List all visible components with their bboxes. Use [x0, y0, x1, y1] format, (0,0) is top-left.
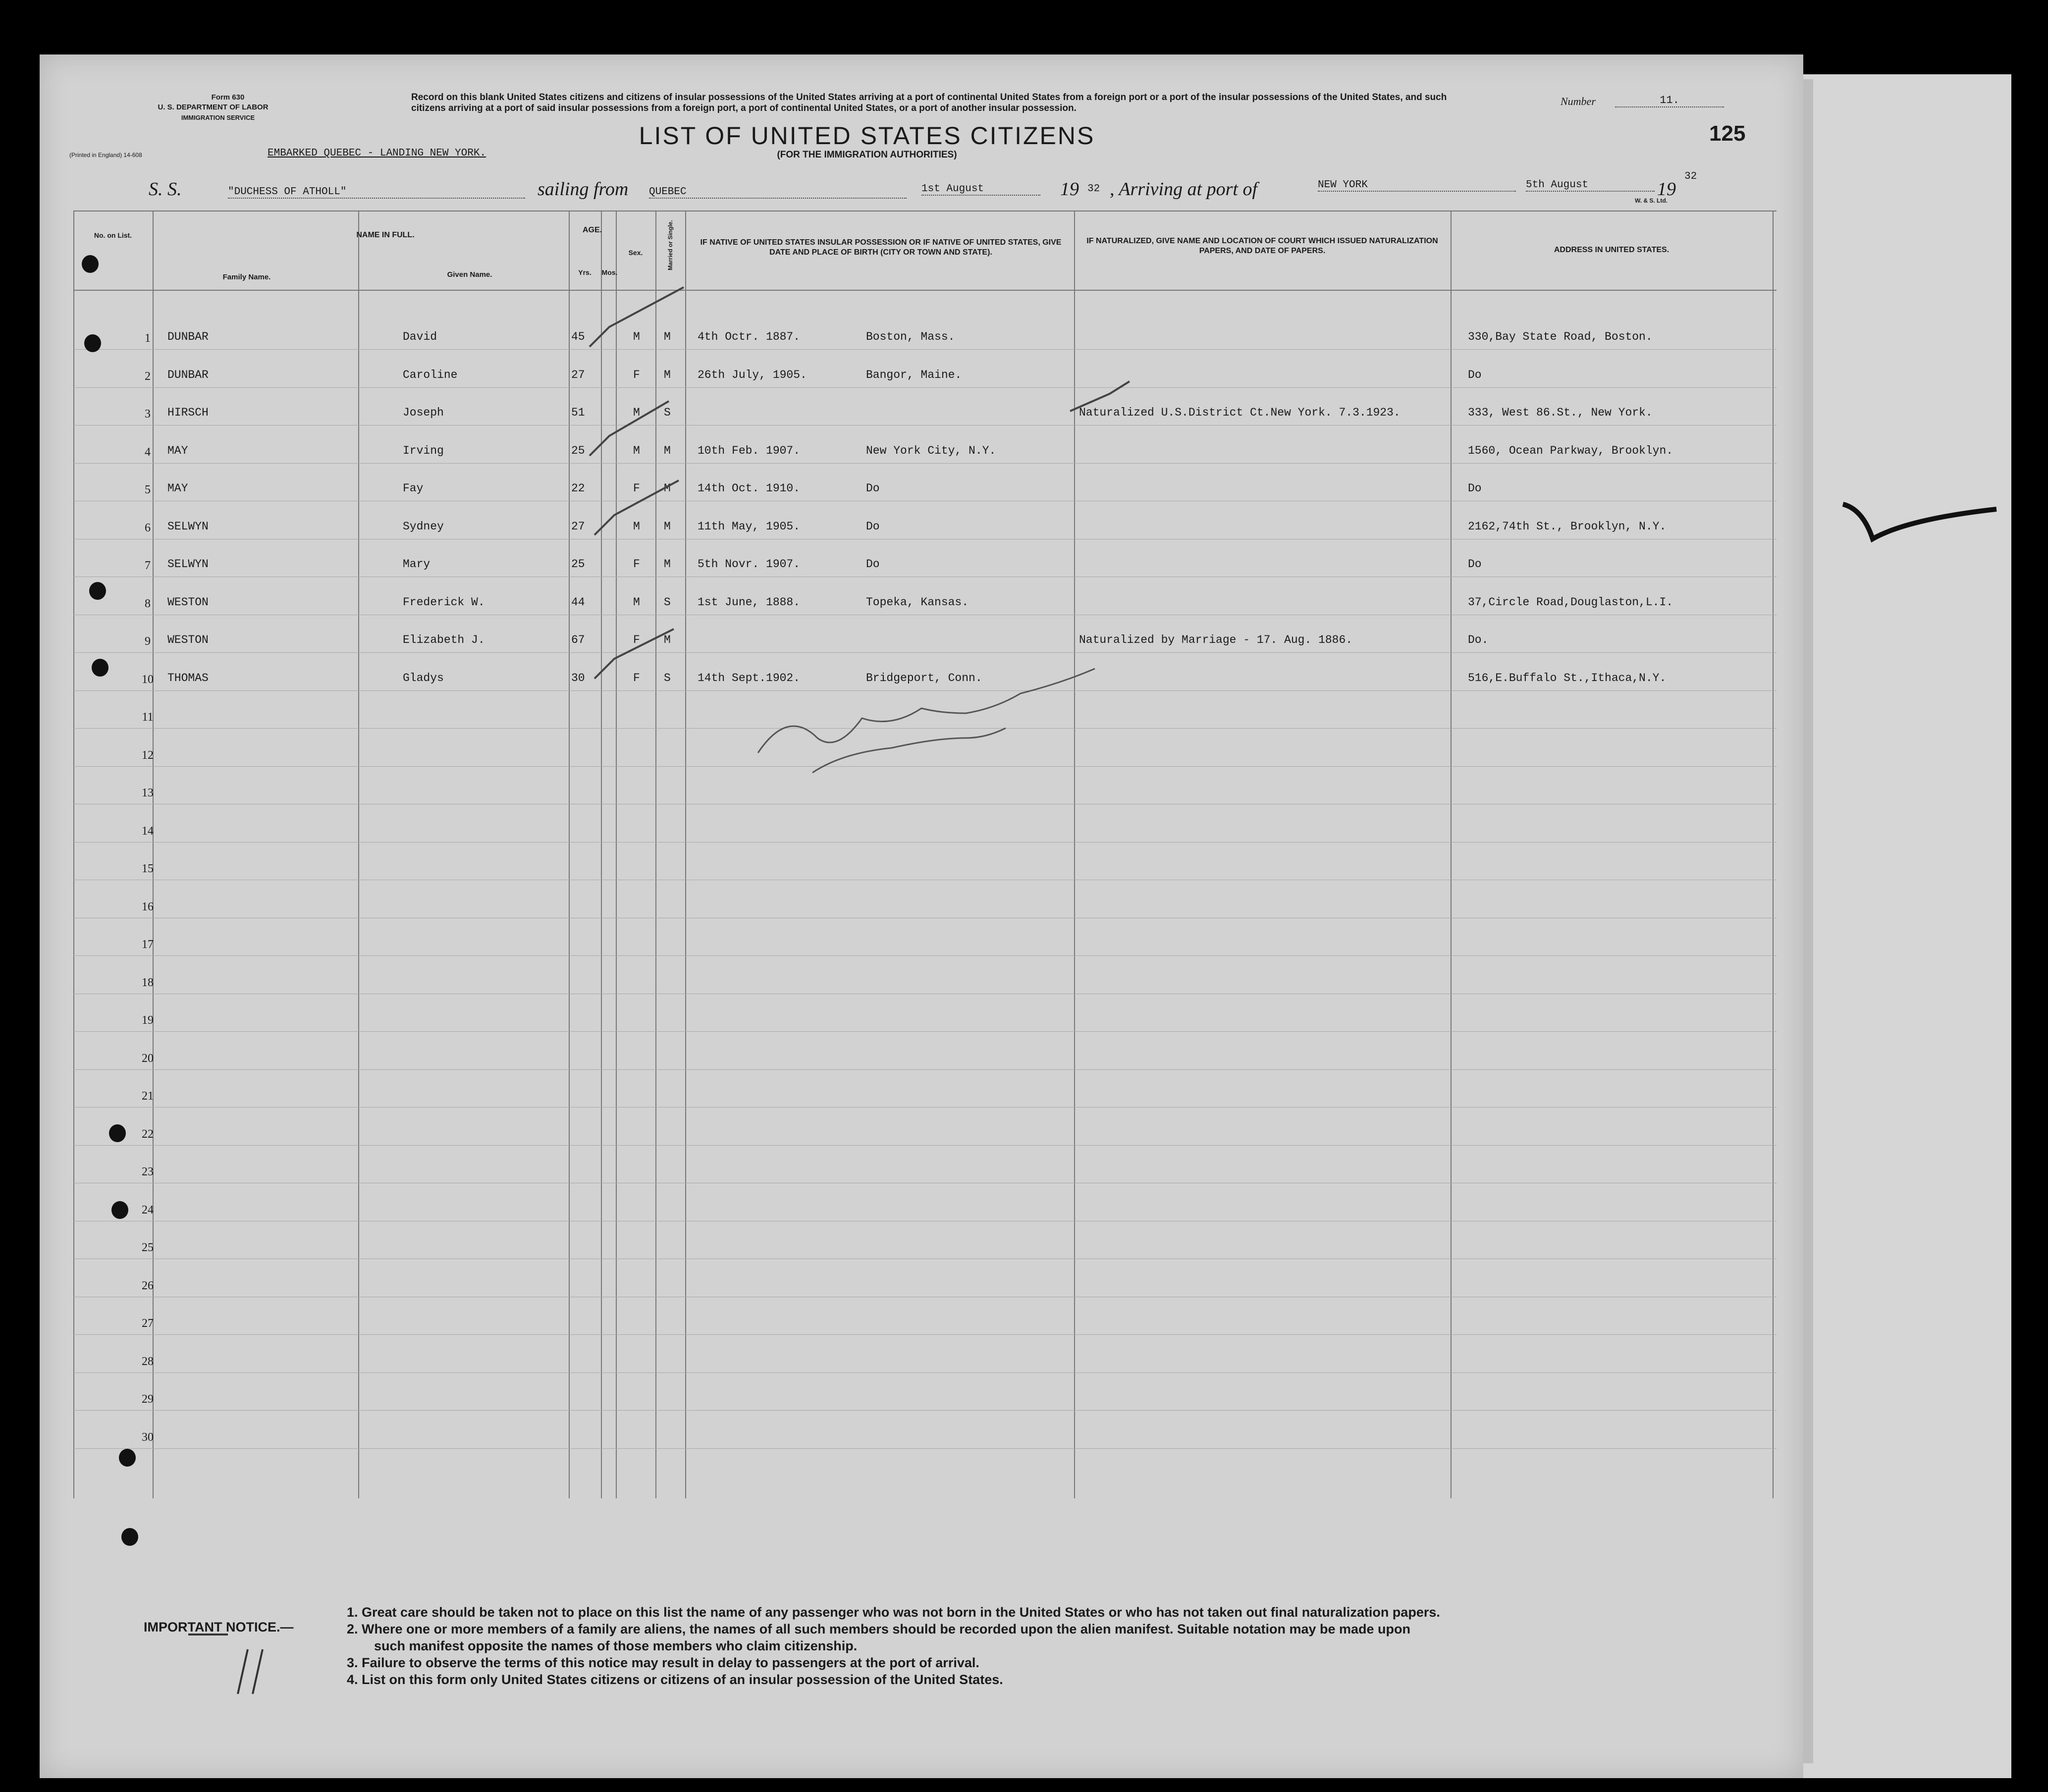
family-name-cell: WESTON	[167, 633, 209, 646]
age-cell: 25	[571, 558, 585, 571]
punch-hole	[84, 334, 101, 352]
header-age: AGE.	[582, 226, 602, 234]
sailing-from-port: QUEBEC	[649, 186, 907, 199]
form-number: Form 630	[211, 93, 245, 102]
row-number: 17	[142, 938, 154, 951]
row-number: 12	[142, 748, 154, 762]
birth-place-cell: New York City, N.Y.	[866, 444, 996, 457]
number-label: Number	[1561, 95, 1596, 107]
address-cell: Do	[1468, 368, 1482, 381]
given-name-cell: Sydney	[403, 520, 444, 533]
row-number: 27	[142, 1317, 154, 1330]
birth-date-cell: 1st June, 1888.	[698, 595, 801, 609]
sex-cell: M	[633, 595, 640, 609]
address-cell: Do.	[1468, 633, 1489, 646]
sail-date: 1st August	[921, 183, 1040, 196]
given-name-cell: Fay	[403, 482, 424, 495]
sex-cell: M	[633, 520, 640, 533]
sex-cell: M	[633, 406, 640, 419]
number-value: 11.	[1615, 94, 1724, 107]
marital-status-cell: M	[664, 330, 671, 343]
age-cell: 51	[571, 406, 585, 419]
row-number: 4	[145, 445, 151, 459]
row-number: 15	[142, 862, 154, 875]
punch-hole	[89, 582, 106, 600]
row-number: 21	[142, 1090, 154, 1103]
check-mark-icon	[1843, 504, 1996, 539]
row-number: 14	[142, 824, 154, 838]
family-name-cell: SELWYN	[167, 558, 209, 571]
age-cell: 30	[571, 671, 585, 685]
inspector-signature	[758, 669, 1095, 753]
header-address: ADDRESS IN UNITED STATES.	[1554, 246, 1670, 254]
arrival-port: NEW YORK	[1318, 179, 1516, 192]
form-subtitle: (FOR THE IMMIGRATION AUTHORITIES)	[777, 150, 957, 160]
inspector-signature	[812, 728, 1006, 773]
printer-mark: W. & S. Ltd.	[1635, 197, 1668, 204]
sailing-from-label: sailing from	[538, 179, 629, 200]
address-cell: 37,Circle Road,Douglaston,L.I.	[1468, 595, 1673, 609]
birth-date-cell: 4th Octr. 1887.	[698, 330, 801, 343]
family-name-cell: MAY	[167, 444, 188, 457]
sex-cell: F	[633, 671, 640, 685]
check-mark-icon	[594, 480, 679, 535]
header-married-single: Married or Single.	[667, 220, 674, 270]
age-cell: 27	[571, 520, 585, 533]
address-cell: 330,Bay State Road, Boston.	[1468, 330, 1653, 343]
age-cell: 22	[571, 482, 585, 495]
age-cell: 44	[571, 595, 585, 609]
birth-place-cell: Bridgeport, Conn.	[866, 671, 982, 685]
department: U. S. DEPARTMENT OF LABOR	[158, 103, 269, 111]
birth-date-cell: 11th May, 1905.	[698, 520, 801, 533]
row-number: 5	[145, 483, 151, 496]
notice-item: 2. Where one or more members of a family are aliens, the names of all such members should be recorded upon the alien manifest. Suitable notation may be made upon	[347, 1622, 1411, 1636]
marital-status-cell: M	[664, 633, 671, 646]
row-number: 18	[142, 976, 154, 989]
row-number: 28	[142, 1355, 154, 1368]
row-number: 16	[142, 900, 154, 913]
given-name-cell: Irving	[403, 444, 444, 457]
row-number: 6	[145, 521, 151, 534]
address-cell: 333, West 86.St., New York.	[1468, 406, 1653, 419]
birth-place-cell: Topeka, Kansas.	[866, 595, 969, 609]
row-number: 7	[145, 559, 151, 572]
punch-hole	[119, 1449, 136, 1467]
family-name-cell: MAY	[167, 482, 188, 495]
sex-cell: F	[633, 482, 640, 495]
punch-hole	[111, 1201, 128, 1219]
row-number: 19	[142, 1014, 154, 1027]
header-naturalized: IF NATURALIZED, GIVE NAME AND LOCATION OF COURT WHICH ISSUED NATURALIZATION PAPERS, AND DATE OF PAPERS.	[1086, 237, 1438, 255]
row-number: 13	[142, 787, 154, 799]
sex-cell: F	[633, 558, 640, 571]
notice-item: 1. Great care should be taken not to place on this list the name of any passenger who was not born in the United States or who has not taken out final naturalization papers.	[347, 1605, 1440, 1620]
check-mark-icon	[594, 629, 674, 679]
birth-date-cell: 10th Feb. 1907.	[698, 444, 801, 457]
birth-date-cell: 14th Sept.1902.	[698, 671, 801, 685]
given-name-cell: Gladys	[403, 671, 444, 685]
check-mark-icon	[1070, 381, 1130, 411]
form-instructions: Record on this blank United States citizens and citizens of insular possessions of the United States arriving at a port of continental United States from a foreign port or a port of the insular possessions of the United States, and such citizens arriving at a port of said insular possessions from a foreign port, a port of continental United States, or a port of another insular possession.	[411, 92, 1447, 113]
birth-date-cell: 14th Oct. 1910.	[698, 482, 801, 495]
row-number: 2	[145, 369, 151, 383]
given-name-cell: Mary	[403, 558, 431, 571]
marital-status-cell: M	[664, 444, 671, 457]
row-number: 24	[142, 1203, 154, 1216]
sex-cell: F	[633, 633, 640, 646]
marital-status-cell: S	[664, 671, 671, 685]
age-cell: 45	[571, 330, 585, 343]
important-notice-heading: IMPORTANT NOTICE.—	[144, 1620, 294, 1634]
given-name-cell: Elizabeth J.	[403, 633, 485, 646]
age-cell: 67	[571, 633, 585, 646]
marital-status-cell: S	[664, 406, 671, 419]
row-number: 8	[145, 597, 151, 610]
given-name-cell: Joseph	[403, 406, 444, 419]
ship-name: "DUCHESS OF ATHOLL"	[228, 186, 525, 199]
check-mark-icon	[590, 401, 669, 456]
printed-note: (Printed in England) 14-608	[69, 152, 142, 158]
row-number: 9	[145, 635, 151, 648]
birth-place-cell: Bangor, Maine.	[866, 368, 962, 381]
punch-hole	[92, 659, 108, 677]
row-number: 29	[142, 1393, 154, 1406]
birth-place-cell: Do	[866, 520, 880, 533]
address-cell: 516,E.Buffalo St.,Ithaca,N.Y.	[1468, 671, 1667, 685]
birth-date-cell: 5th Novr. 1907.	[698, 558, 801, 571]
row-number: 26	[142, 1279, 154, 1292]
header-family-name: Family Name.	[222, 273, 271, 281]
address-cell: 2162,74th St., Brooklyn, N.Y.	[1468, 520, 1667, 533]
row-number: 20	[142, 1052, 154, 1065]
given-name-cell: Frederick W.	[403, 595, 485, 609]
sex-cell: M	[633, 444, 640, 457]
embarked-landing: EMBARKED QUEBEC - LANDING NEW YORK.	[268, 148, 486, 159]
handwritten-mark	[188, 1634, 263, 1694]
family-name-cell: DUNBAR	[167, 330, 209, 343]
arrival-year-prefix: 19	[1657, 179, 1676, 200]
header-no: No. on List.	[94, 231, 132, 239]
punch-hole	[109, 1124, 126, 1142]
row-number: 10	[142, 673, 154, 686]
row-number: 11	[142, 711, 154, 724]
important-notice-list	[347, 1604, 1808, 1688]
sex-cell: F	[633, 368, 640, 381]
marital-status-cell: M	[664, 520, 671, 533]
given-name-cell: Caroline	[403, 368, 458, 381]
page-number: 125	[1709, 121, 1746, 146]
header-sex: Sex.	[628, 249, 643, 257]
birth-place-cell: Do	[866, 558, 880, 571]
marital-status-cell: M	[664, 368, 671, 381]
check-mark-icon	[590, 287, 684, 347]
naturalization-cell: Naturalized by Marriage - 17. Aug. 1886.	[1079, 633, 1353, 646]
family-name-cell: HIRSCH	[167, 406, 209, 419]
row-number: 30	[142, 1430, 154, 1444]
birth-place-cell: Do	[866, 482, 880, 495]
header-years: Yrs.	[578, 268, 592, 276]
family-name-cell: DUNBAR	[167, 368, 209, 381]
marital-status-cell: M	[664, 558, 671, 571]
punch-hole	[82, 255, 99, 273]
notice-item: 4. List on this form only United States citizens or citizens of an insular possession of the United States.	[347, 1672, 1003, 1687]
given-name-cell: David	[403, 330, 437, 343]
family-name-cell: WESTON	[167, 595, 209, 609]
row-number: 3	[145, 408, 151, 421]
arrival-date: 5th August	[1526, 179, 1655, 192]
family-name-cell: THOMAS	[167, 671, 209, 685]
header-given-name: Given Name.	[447, 270, 492, 279]
service: IMMIGRATION SERVICE	[181, 114, 255, 121]
header-birth: IF NATIVE OF UNITED STATES INSULAR POSSESSION OR IF NATIVE OF UNITED STATES, GIVE DATE AND PLACE OF BIRTH (CITY OR TOWN AND STATE).	[700, 238, 1062, 257]
marital-status-cell: M	[664, 482, 671, 495]
address-cell: Do	[1468, 558, 1482, 571]
address-cell: 1560, Ocean Parkway, Brooklyn.	[1468, 444, 1673, 457]
sail-year-prefix: 19	[1060, 179, 1079, 200]
arriving-label: , Arriving at port of	[1110, 179, 1258, 200]
notice-item: 3. Failure to observe the terms of this notice may result in delay to passengers at the port of arrival.	[347, 1655, 979, 1670]
ss-label: S. S.	[149, 179, 182, 200]
row-number: 25	[142, 1241, 154, 1254]
punch-hole	[121, 1528, 138, 1546]
family-name-cell: SELWYN	[167, 520, 209, 533]
notice-item: such manifest opposite the names of those members who claim citizenship.	[374, 1638, 858, 1653]
row-number: 23	[142, 1165, 154, 1178]
header-name-in-full: NAME IN FULL.	[356, 231, 415, 239]
header-months: Mos.	[601, 268, 618, 276]
sex-cell: M	[633, 330, 640, 343]
age-cell: 27	[571, 368, 585, 381]
marital-status-cell: S	[664, 595, 671, 609]
sail-year: 32	[1087, 183, 1100, 195]
address-cell: Do	[1468, 482, 1482, 495]
arrival-year: 32	[1684, 171, 1697, 182]
birth-date-cell: 26th July, 1905.	[698, 368, 807, 381]
row-number: 22	[142, 1127, 154, 1141]
row-number: 1	[145, 332, 151, 345]
naturalization-cell: Naturalized U.S.District Ct.New York. 7.3.1923.	[1079, 406, 1401, 419]
age-cell: 25	[571, 444, 585, 457]
birth-place-cell: Boston, Mass.	[866, 330, 955, 343]
form-title: LIST OF UNITED STATES CITIZENS	[639, 122, 1095, 150]
